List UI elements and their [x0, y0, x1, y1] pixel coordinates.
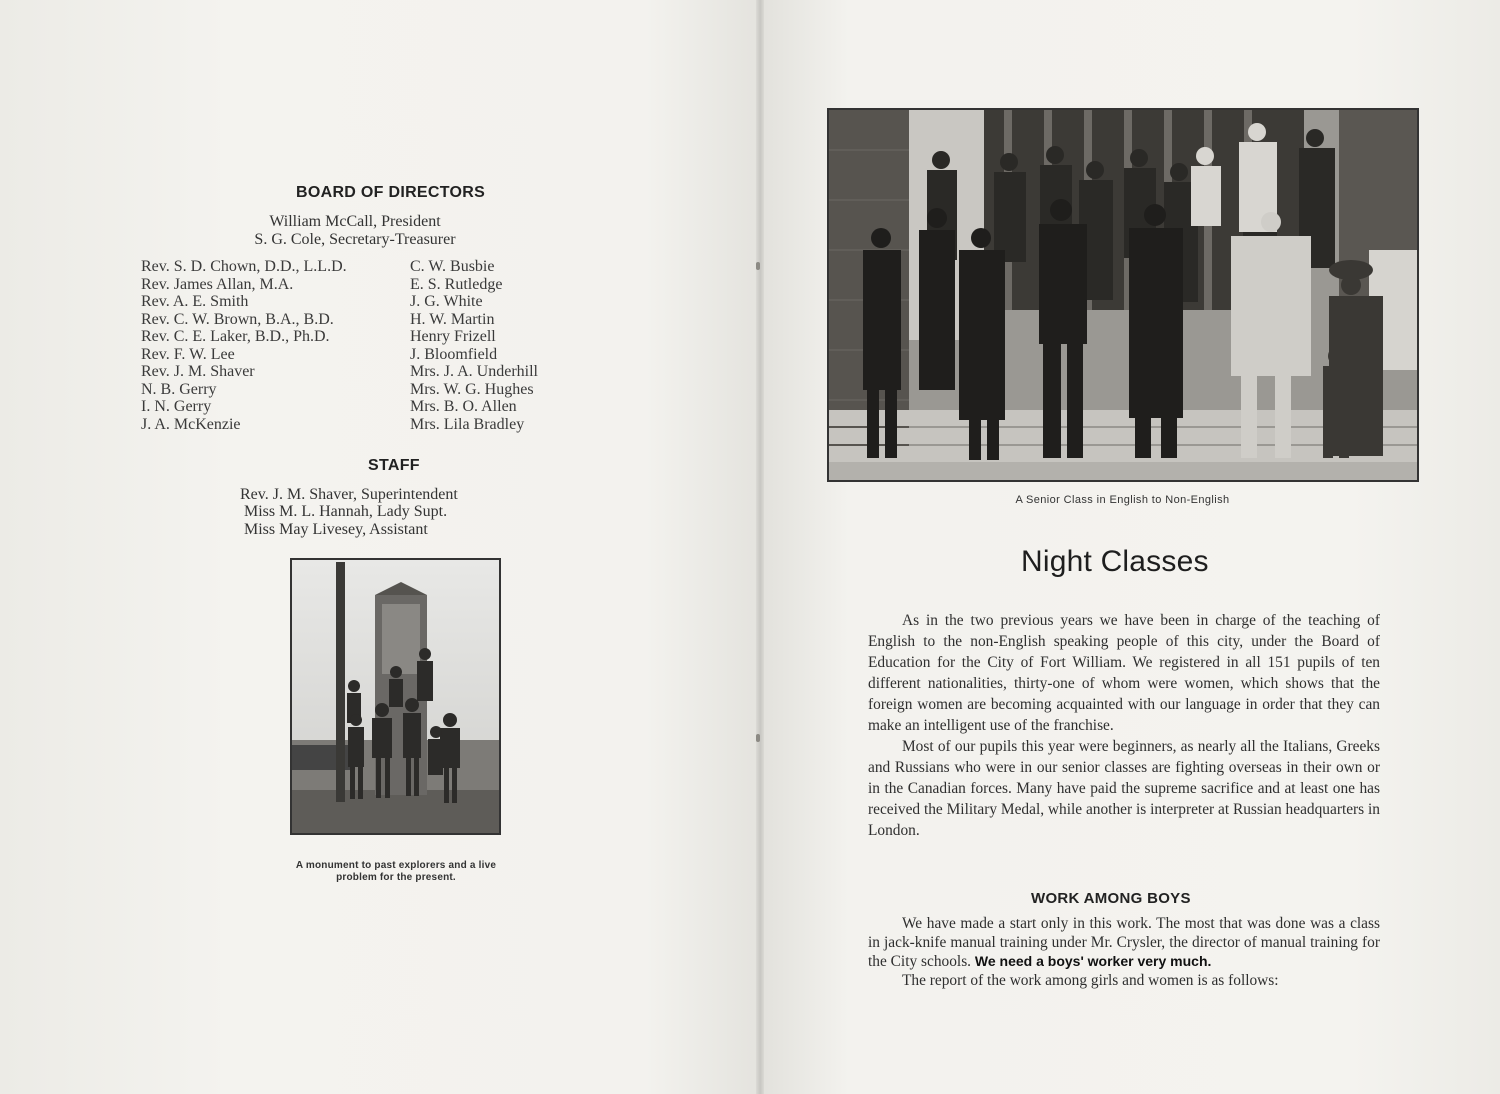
paragraph-1: As in the two previous years we have been in charge of the teaching of English to the non-English speaking people of this city, under the Board of Education for the City of Fort William. We registered in all 151 pupils of ten different nationalities, thirty-one of whom were women, which shows that the foreign women are becoming acquainted with our language in order that they can make an intelligent use of the franchise. — [868, 612, 1380, 734]
senior-class-caption: A Senior Class in English to Non-English — [1015, 494, 1230, 506]
paragraph-3 — [868, 914, 1380, 971]
director-name: J. A. McKenzie — [141, 415, 241, 433]
director-name: Mrs. J. A. Underhill — [410, 363, 538, 380]
director-name: Rev. F. W. Lee — [141, 345, 235, 363]
director-name: Rev. C. E. Laker, B.D., Ph.D. — [141, 328, 330, 345]
staff-member: Rev. J. M. Shaver, Superintendent — [240, 486, 458, 503]
director-name: C. W. Busbie — [410, 258, 495, 275]
boys-heading: WORK AMONG BOYS — [1031, 890, 1191, 907]
boys-body — [868, 914, 1380, 990]
boys-worker-emphasis: We need a boys' worker very much. — [974, 953, 1212, 969]
director-name: J. G. White — [410, 293, 483, 310]
director-name: I. N. Gerry — [141, 398, 212, 415]
director-name: Rev. James Allan, M.A. — [141, 275, 294, 293]
director-name: E. S. Rutledge — [410, 275, 503, 293]
directors-column-2 — [410, 258, 538, 433]
directors-column-1 — [141, 258, 347, 433]
paragraph-4: The report of the work among girls and women is as follows: — [902, 972, 1279, 989]
staff-member: Miss M. L. Hannah, Lady Supt. — [244, 503, 448, 520]
right-page — [760, 0, 1500, 1094]
director-name: Mrs. B. O. Allen — [410, 398, 517, 415]
monument-caption-line-2: problem for the present. — [336, 872, 456, 883]
page-title: Night Classes — [1021, 545, 1209, 578]
monument-caption-line-1: A monument to past explorers and a live — [295, 860, 497, 871]
officer-secretary: S. G. Cole, Secretary-Treasurer — [254, 231, 456, 248]
director-name: H. W. Martin — [410, 310, 495, 328]
director-name: Henry Frizell — [410, 328, 496, 345]
staff-member: Miss May Livesey, Assistant — [244, 521, 428, 538]
staple-top — [756, 262, 760, 270]
paragraph-2: Most of our pupils this year were beginners, as nearly all the Italians, Greeks and Russians who were in our senior classes are fighting overseas in their own or in the Canadian forces. Many have paid the supreme sacrifice and at least one has received the Military Medal, while another is interpreter at Russian headquarters in London. — [868, 738, 1380, 839]
paragraph-3-text: We have made a start only in this work. The most that was done was a class in jack-knife manual training under Mr. Crysler, the director of manual training for the City schools. — [868, 915, 1380, 970]
director-name: Mrs. Lila Bradley — [410, 415, 525, 433]
officer-president: William McCall, President — [269, 213, 441, 230]
monument-photo — [290, 558, 501, 835]
staple-bottom — [756, 734, 760, 742]
night-classes-body — [868, 610, 1380, 841]
director-name: Rev. J. M. Shaver — [141, 363, 255, 380]
director-name: Rev. S. D. Chown, D.D., L.L.D. — [141, 258, 347, 275]
senior-class-photo-image — [829, 110, 1417, 480]
board-heading: BOARD OF DIRECTORS — [296, 184, 486, 201]
director-name: N. B. Gerry — [141, 380, 217, 398]
staff-heading: STAFF — [368, 457, 420, 474]
director-name: Mrs. W. G. Hughes — [410, 380, 534, 398]
center-fold — [756, 0, 764, 1094]
director-name: Rev. C. W. Brown, B.A., B.D. — [141, 310, 334, 328]
director-name: J. Bloomfield — [410, 345, 498, 363]
monument-photo-image — [292, 560, 499, 833]
director-name: Rev. A. E. Smith — [141, 293, 249, 310]
senior-class-photo — [827, 108, 1419, 482]
